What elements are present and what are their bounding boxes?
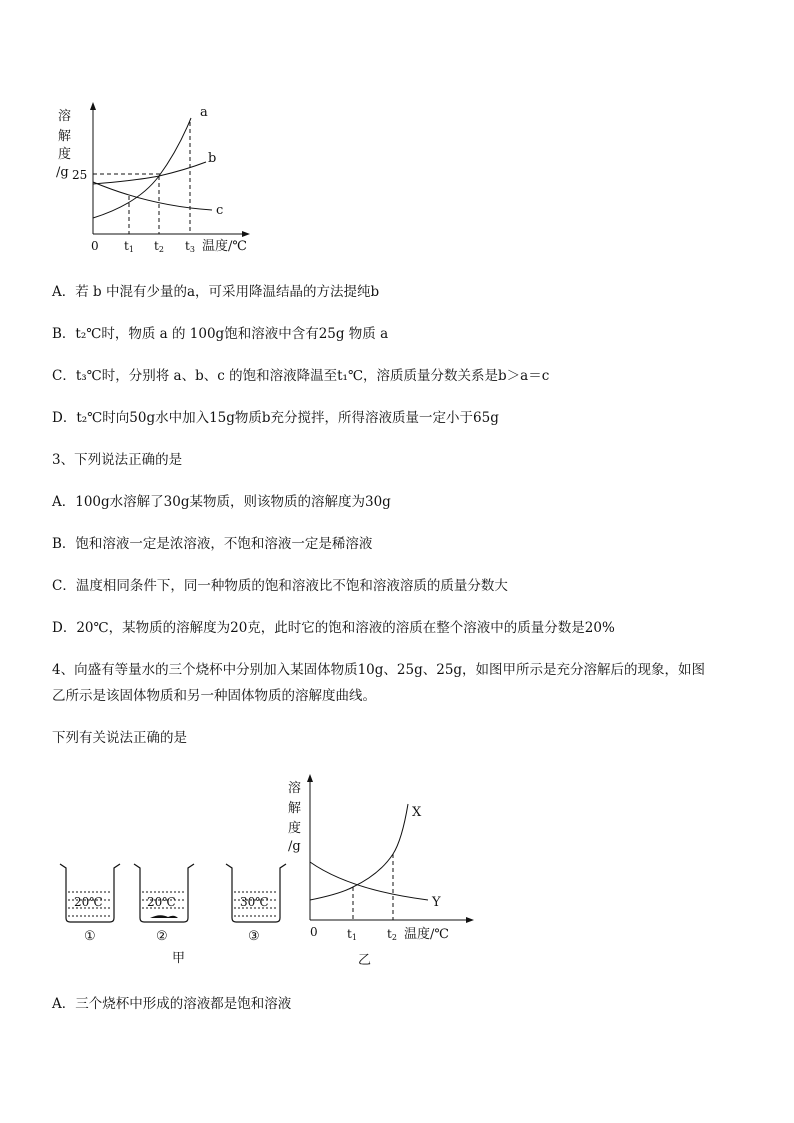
y-axis-arrow — [307, 774, 313, 782]
y-axis-label-char: 解 — [288, 801, 302, 816]
curve-a — [93, 118, 191, 218]
y-axis-label-char: 解 — [58, 129, 72, 144]
origin-label: 0 — [91, 239, 99, 253]
curve-y-label: Y — [432, 895, 441, 910]
beaker-3-number: ③ — [248, 929, 260, 944]
beaker-2-outline — [134, 864, 194, 922]
q4-option-a: A．三个烧杯中形成的溶液都是饱和溶液 — [52, 996, 292, 1012]
q2-option-c: C．t₃℃时，分别将 a、b、c 的饱和溶液降温至t₁℃，溶质质量分数关系是b＞a＝c — [52, 368, 550, 384]
beaker-1 — [60, 864, 120, 944]
q3-stem: 3、下列说法正确的是 — [52, 452, 183, 468]
beaker-2 — [134, 864, 194, 944]
curve-b-label: b — [208, 151, 217, 166]
y-axis-label-char: /g — [288, 839, 301, 854]
q2-option-d: D．t₂℃时向50g水中加入15g物质b充分搅拌，所得溶液质量一定小于65g — [52, 410, 499, 426]
beaker-1-outline — [60, 864, 120, 922]
figure-beakers-and-curves — [50, 770, 490, 970]
q2-option-a: A．若 b 中混有少量的a，可采用降温结晶的方法提纯b — [52, 284, 380, 300]
y-axis-label-char: /g — [56, 165, 69, 180]
beaker-3-outline — [226, 864, 286, 922]
y-tick-25: 25 — [72, 168, 88, 182]
beaker-2-number: ② — [156, 929, 168, 944]
beaker-2-temp: 20℃ — [147, 895, 176, 909]
solubility-chart-1 — [50, 100, 270, 260]
curve-a-label: a — [200, 105, 208, 120]
curve-c — [93, 182, 212, 210]
y-axis-arrow — [90, 102, 96, 110]
curve-x-label: X — [412, 805, 422, 820]
x-axis-arrow — [466, 917, 474, 923]
figure-jia-label: 甲 — [172, 951, 186, 966]
x-tick-t1: t1 — [347, 927, 357, 942]
q3-option-b: B．饱和溶液一定是浓溶液，不饱和溶液一定是稀溶液 — [52, 536, 373, 552]
q3-option-d: D．20℃，某物质的溶解度为20克，此时它的饱和溶液的溶质在整个溶液中的质量分数是20% — [52, 620, 615, 636]
beaker-3-temp: 30℃ — [240, 895, 269, 909]
q4-prompt: 下列有关说法正确的是 — [52, 730, 187, 746]
y-axis-label-char: 度 — [58, 147, 72, 162]
curve-y — [310, 862, 428, 900]
q4-stem-line1: 4、向盛有等量水的三个烧杯中分别加入某固体物质10g、25g、25g，如图甲所示是充分溶解后的现象，如图 — [52, 662, 706, 678]
origin-label: 0 — [310, 925, 318, 939]
y-axis-label-char: 溶 — [58, 109, 72, 124]
curve-c-label: c — [216, 203, 224, 218]
q2-option-b: B．t₂℃时，物质 a 的 100g饱和溶液中含有25g 物质 a — [52, 326, 389, 342]
curve-b — [93, 162, 206, 184]
x-axis-arrow — [242, 231, 250, 237]
figure-yi-label: 乙 — [358, 953, 372, 968]
x-axis-label: 温度/℃ — [202, 239, 247, 254]
x-tick-t1: t1 — [124, 239, 134, 254]
q3-option-c: C．温度相同条件下，同一种物质的饱和溶液比不饱和溶液溶质的质量分数大 — [52, 578, 508, 594]
q4-stem-line2: 乙所示是该固体物质和另一种固体物质的溶解度曲线。 — [52, 688, 376, 704]
x-tick-t2: t2 — [387, 927, 397, 942]
beaker-2-undissolved-solid — [150, 915, 178, 918]
solubility-chart-2 — [288, 774, 474, 942]
y-axis-label-char: 溶 — [288, 781, 302, 796]
x-axis-label: 温度/℃ — [404, 927, 449, 942]
beaker-1-temp: 20℃ — [74, 895, 103, 909]
beaker-3 — [226, 864, 286, 944]
q3-option-a: A．100g水溶解了30g某物质，则该物质的溶解度为30g — [52, 494, 391, 510]
beaker-1-number: ① — [84, 929, 96, 944]
x-tick-t2: t2 — [154, 239, 164, 254]
y-axis-label-char: 度 — [288, 821, 302, 836]
x-tick-t3: t3 — [185, 239, 195, 254]
